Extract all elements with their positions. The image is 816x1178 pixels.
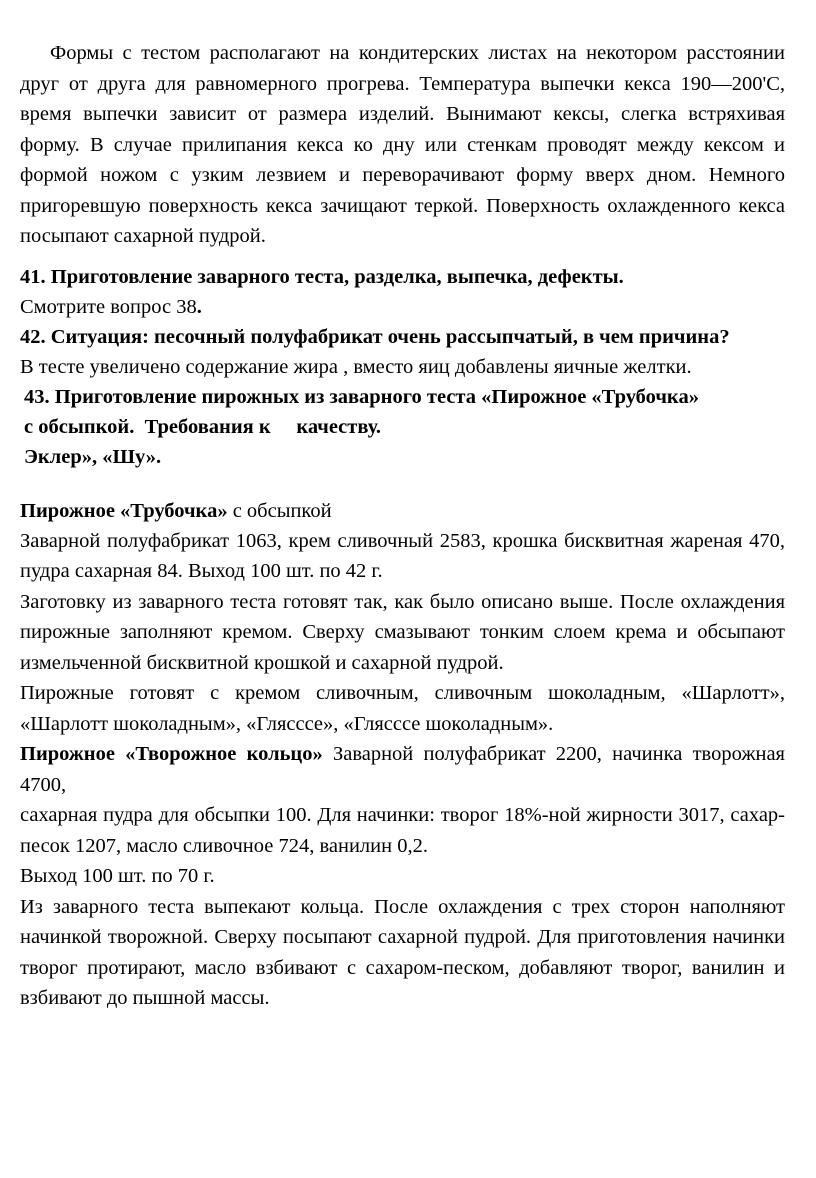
trubochka-title-rest: с обсыпкой [227,499,332,522]
question-42-heading: 42. Ситуация: песочный полуфабрикат очень рассыпчатый, в чем причина? [20,325,730,348]
question-43-heading-line-3: Эклер», «Шу». [24,445,162,468]
question-41-answer-period: . [196,295,202,318]
trubochka-title-bold: Пирожное «Трубочка» [20,499,228,522]
koltso-ingredients-2: сахарная пудра для обсыпки 100. Для начинки: творог 18%-ной жирности 3017, сахар-песок 1207, масло сливочное 724, ванилин 0,2. [20,804,785,857]
question-41-heading: 41. Приготовление заварного теста, разделка, выпечка, дефекты. [20,265,624,288]
question-43-heading-line-2: с обсыпкой. Требования к качеству. [24,415,382,438]
question-41-answer-text: Смотрите вопрос 38 [20,295,197,318]
question-42-answer: В тесте увеличено содержание жира , вместо яиц добавлены яичные желтки. [20,355,692,378]
koltso-method: Из заварного теста выпекают кольца. После охлаждения с трех сторон наполняют начинкой творожной. Сверху посыпают сахарной пудрой. Для приготовления начинки творог протирают, масло взбивают с сахаром-песком, добавляют творог, ванилин и взбивают до пышной массы. [20,895,785,1009]
trubochka-method: Заготовку из заварного теста готовят так, как было описано выше. После охлаждения пирожные заполняют кремом. Сверху смазывают тонким слоем крема и обсыпают измельченной бисквитной крошкой и сахарной пудрой. [20,590,785,674]
question-41-answer [20,292,785,322]
trubochka-variants: Пирожные готовят с кремом сливочным, сливочным шоколадным, «Шарлотт», «Шарлотт шоколадным», «Глясссе», «Глясссе шоколадным». [20,682,785,735]
question-43-heading-line-1: 43. Приготовление пирожных из заварного теста «Пирожное «Трубочка» [24,385,699,408]
koltso-title: Пирожное «Творожное кольцо» [20,743,323,765]
koltso-yield: Выход 100 шт. по 70 г. [20,865,215,887]
koltso-title-paragraph [20,739,785,800]
trubochka-ingredients: Заварной полуфабрикат 1063, крем сливочный 2583, крошка бисквитная жареная 470, пудра сахарная 84. Выход 100 шт. по 42 г. [20,529,785,582]
intro-paragraph: Формы с тестом располагают на кондитерских листах на некотором расстоянии друг от друга для равномерного прогрева. Температура выпечки кекса 190—200'С, время выпечки зависит от размера изделий. Вынимают кексы, слегка встряхивая форму. В случае прилипания кекса ко дну или стенкам проводят между кексом и формой ножом с узким лезвием и переворачивают форму вверх дном. Немного пригоревшую поверхность кекса зачищают теркой. Поверхность охлажденного кекса посыпают сахарной пудрой. [20,42,785,247]
koltso-ingredients-1: Заварной полуфабрикат 2200, начинка творожная 4700, [20,743,785,796]
document-page [20,38,785,1014]
trubochka-title [20,496,785,526]
